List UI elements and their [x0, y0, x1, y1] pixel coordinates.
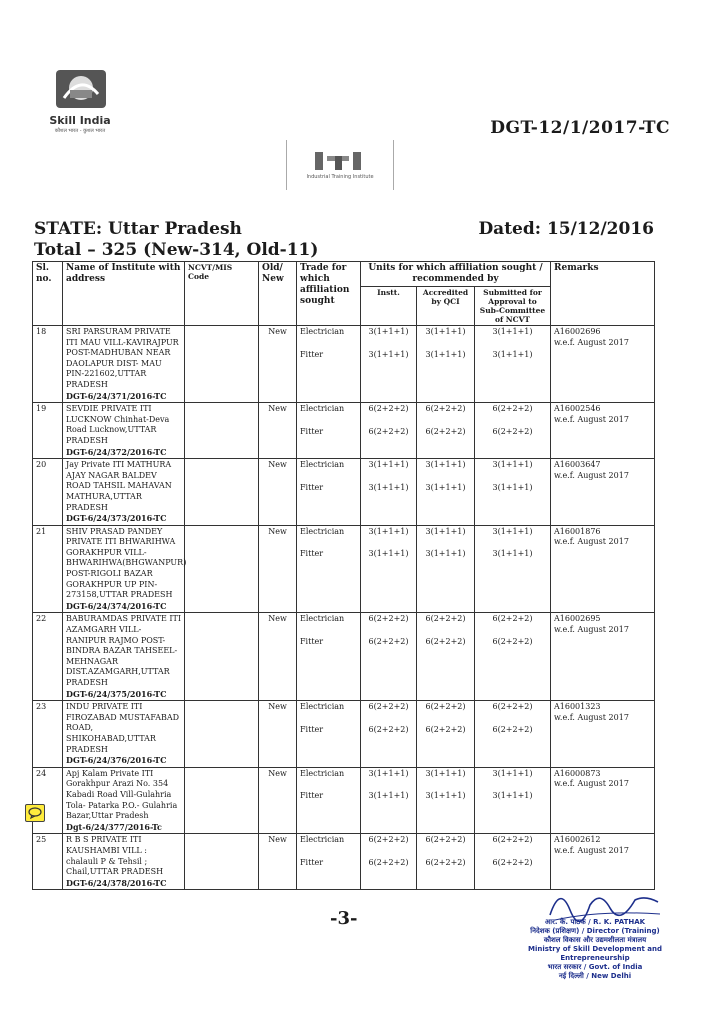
row-sl: 23: [33, 701, 63, 768]
row-submitted: [475, 613, 551, 701]
row-trade: [297, 834, 361, 890]
instt-2: 3(1+1+1): [368, 482, 409, 492]
institute-name: SEVDIE PRIVATE ITI LUCKNOW Chinhat-Deva Road Lucknow,UTTAR PRADESH: [66, 404, 170, 445]
trade-2: Fitter: [300, 426, 324, 436]
instt-1: 6(2+2+2): [368, 702, 409, 712]
row-submitted: [475, 767, 551, 834]
row-sl: 18: [33, 326, 63, 403]
instt-1: 6(2+2+2): [368, 614, 409, 624]
header-oldnew: Old/ New: [259, 262, 297, 326]
qci-1: 3(1+1+1): [425, 526, 466, 536]
trade-2: Fitter: [300, 637, 324, 647]
institute-name: Apj Kalam Private ITI Gorakhpur Arazi No. 354 Kabadi Road Vill-Gulahria Tola- Patarka P.O.- Gulahria Bazar,Uttar Pradesh: [66, 768, 178, 821]
row-submitted: [475, 403, 551, 459]
trade-2: Fitter: [300, 724, 324, 734]
qci-1: 6(2+2+2): [425, 702, 466, 712]
row-qci: [417, 326, 475, 403]
sub-2: 6(2+2+2): [492, 857, 533, 867]
remark-text: w.e.f. August 2017: [554, 845, 629, 855]
sub-1: 3(1+1+1): [492, 327, 533, 336]
sub-1: 3(1+1+1): [492, 526, 533, 536]
qci-1: 3(1+1+1): [425, 768, 466, 778]
qci-1: 6(2+2+2): [425, 614, 466, 624]
table-row: [33, 326, 655, 403]
remark-code: A16002546: [554, 404, 601, 414]
header-code: NCVT/MIS Code: [185, 262, 259, 326]
row-trade: [297, 459, 361, 526]
instt-1: 3(1+1+1): [368, 526, 409, 536]
remark-text: w.e.f. August 2017: [554, 625, 629, 635]
sub-1: 6(2+2+2): [492, 404, 533, 414]
row-status: New: [259, 525, 297, 613]
qci-2: 3(1+1+1): [425, 791, 466, 801]
header-instt: Instt.: [361, 287, 417, 326]
institute-name: SHIV PRASAD PANDEY PRIVATE ITI BHWARIHWA GORAKHPUR VILL-BHWARIHWA(BHGWANPUR) POST-RIGOLI BAZAR GORAKHPUR UP PIN-273158,UTTAR PRADESH: [66, 526, 187, 600]
qci-1: 3(1+1+1): [425, 327, 466, 336]
dgt-number: DGT-6/24/374/2016-TC: [66, 600, 167, 611]
institute-name: R B S PRIVATE ITI KAUSHAMBI VILL : chalauli P & Tehsil ; Chail,UTTAR PRADESH: [66, 835, 164, 877]
row-status: New: [259, 701, 297, 768]
trade-2: Fitter: [300, 857, 324, 867]
instt-1: 3(1+1+1): [368, 768, 409, 778]
row-ncvt-code: [185, 834, 259, 890]
dgt-number: DGT-6/24/373/2016-TC: [66, 513, 167, 524]
qci-2: 3(1+1+1): [425, 349, 466, 359]
row-ncvt-code: [185, 403, 259, 459]
row-remarks: [551, 767, 655, 834]
row-ncvt-code: [185, 459, 259, 526]
header-units: Units for which affiliation sought / recommended by: [361, 262, 551, 287]
row-ncvt-code: [185, 613, 259, 701]
remark-code: A16002612: [554, 835, 601, 845]
row-remarks: [551, 459, 655, 526]
dgt-number: DGT-6/24/372/2016-TC: [66, 446, 167, 457]
logo-text: Skill India: [49, 114, 111, 127]
row-instt: [361, 326, 417, 403]
dgt-number: DGT-6/24/375/2016-TC: [66, 688, 167, 699]
sub-1: 6(2+2+2): [492, 614, 533, 624]
row-remarks: [551, 613, 655, 701]
row-qci: [417, 403, 475, 459]
qci-1: 6(2+2+2): [425, 404, 466, 414]
iti-logo-box: [286, 140, 394, 190]
row-status: New: [259, 326, 297, 403]
comment-note-icon[interactable]: [25, 804, 45, 822]
instt-2: 6(2+2+2): [368, 724, 409, 734]
instt-1: 3(1+1+1): [368, 460, 409, 470]
sub-1: 3(1+1+1): [492, 460, 533, 470]
total-summary: Total – 325 (New-314, Old-11): [34, 240, 319, 260]
remark-code: A16000873: [554, 768, 601, 778]
row-status: New: [259, 767, 297, 834]
qci-1: 3(1+1+1): [425, 460, 466, 470]
trade-1: Electrician: [300, 327, 345, 336]
instt-1: 6(2+2+2): [368, 835, 409, 845]
trade-2: Fitter: [300, 349, 324, 359]
trade-1: Electrician: [300, 702, 345, 712]
dgt-number: DGT-6/24/371/2016-TC: [66, 390, 167, 401]
row-trade: [297, 403, 361, 459]
row-status: New: [259, 613, 297, 701]
table-row: [33, 701, 655, 768]
sub-2: 3(1+1+1): [492, 791, 533, 801]
row-submitted: [475, 525, 551, 613]
trade-1: Electrician: [300, 768, 345, 778]
row-institute: [63, 459, 185, 526]
sub-2: 6(2+2+2): [492, 724, 533, 734]
header-trade: Trade for which affiliation sought: [297, 262, 361, 326]
row-instt: [361, 403, 417, 459]
row-institute: [63, 613, 185, 701]
trade-2: Fitter: [300, 791, 324, 801]
row-qci: [417, 767, 475, 834]
table-row: [33, 525, 655, 613]
official-stamp: [515, 918, 675, 981]
row-qci: [417, 701, 475, 768]
row-sl: 21: [33, 525, 63, 613]
dgt-number: DGT-6/24/376/2016-TC: [66, 755, 167, 766]
instt-2: 3(1+1+1): [368, 791, 409, 801]
sub-2: 6(2+2+2): [492, 637, 533, 647]
row-instt: [361, 701, 417, 768]
sub-2: 6(2+2+2): [492, 426, 533, 436]
row-trade: [297, 525, 361, 613]
row-trade: [297, 701, 361, 768]
row-sl: 20: [33, 459, 63, 526]
institute-name: Jay Private ITI MATHURA AJAY NAGAR BALDEV ROAD TAHSIL MAHAVAN MATHURA,UTTAR PRADESH: [66, 460, 172, 512]
row-ncvt-code: [185, 525, 259, 613]
instt-2: 6(2+2+2): [368, 857, 409, 867]
row-sl: 22: [33, 613, 63, 701]
header-sub: Submitted for Approval to Sub-Committee of NCVT: [475, 287, 551, 326]
sub-1: 6(2+2+2): [492, 702, 533, 712]
trade-2: Fitter: [300, 549, 324, 559]
qci-1: 6(2+2+2): [425, 835, 466, 845]
sub-2: 3(1+1+1): [492, 349, 533, 359]
remark-code: A16002696: [554, 327, 601, 336]
row-instt: [361, 459, 417, 526]
row-submitted: [475, 459, 551, 526]
remark-code: A16003647: [554, 460, 601, 470]
instt-1: 3(1+1+1): [368, 327, 409, 336]
row-institute: [63, 525, 185, 613]
row-trade: [297, 326, 361, 403]
remark-text: w.e.f. August 2017: [554, 470, 629, 480]
row-ncvt-code: [185, 767, 259, 834]
row-instt: [361, 834, 417, 890]
stamp-line: कौशल विकास और उद्यमशीलता मंत्रालय: [543, 936, 647, 944]
remark-text: w.e.f. August 2017: [554, 712, 629, 722]
table-row: [33, 767, 655, 834]
row-sl: 19: [33, 403, 63, 459]
qci-2: 6(2+2+2): [425, 724, 466, 734]
trade-1: Electrician: [300, 614, 345, 624]
dated-label: Dated: 15/12/2016: [478, 219, 654, 239]
trade-1: Electrician: [300, 526, 345, 536]
row-ncvt-code: [185, 701, 259, 768]
remark-code: A16001323: [554, 702, 601, 712]
qci-2: 3(1+1+1): [425, 482, 466, 492]
row-institute: [63, 701, 185, 768]
row-qci: [417, 613, 475, 701]
row-qci: [417, 834, 475, 890]
remark-text: w.e.f. August 2017: [554, 414, 629, 424]
qci-2: 3(1+1+1): [425, 549, 466, 559]
trade-1: Electrician: [300, 404, 345, 414]
trade-1: Electrician: [300, 460, 345, 470]
remark-text: w.e.f. August 2017: [554, 337, 629, 347]
iti-logo-icon: [313, 148, 367, 172]
institutes-table: [32, 261, 655, 890]
row-status: New: [259, 403, 297, 459]
page-number: -3-: [330, 908, 358, 929]
row-qci: [417, 525, 475, 613]
row-remarks: [551, 403, 655, 459]
qci-2: 6(2+2+2): [425, 426, 466, 436]
header-sl: Sl. no.: [33, 262, 63, 326]
stamp-line: Ministry of Skill Development and Entrepreneurship: [528, 945, 662, 962]
qci-2: 6(2+2+2): [425, 857, 466, 867]
remark-code: A16001876: [554, 526, 601, 536]
row-sl: 25: [33, 834, 63, 890]
row-status: New: [259, 459, 297, 526]
row-submitted: [475, 701, 551, 768]
row-institute: [63, 834, 185, 890]
row-trade: [297, 613, 361, 701]
institute-name: BABURAMDAS PRIVATE ITI AZAMGARH VILL-RANIPUR RAJMO POST-BINDRA BAZAR TAHSEEL-MEHNAGAR DIST.AZAMGARH,UTTAR PRADESH: [66, 614, 181, 687]
state-title: STATE: Uttar Pradesh: [34, 219, 242, 239]
stamp-line: भारत सरकार / Govt. of India: [547, 963, 643, 971]
stamp-line: आर. के. पाठक / R. K. PATHAK: [544, 918, 646, 926]
instt-2: 3(1+1+1): [368, 349, 409, 359]
table-row: [33, 613, 655, 701]
sub-1: 3(1+1+1): [492, 768, 533, 778]
remark-text: w.e.f. August 2017: [554, 537, 629, 547]
sub-1: 6(2+2+2): [492, 835, 533, 845]
row-instt: [361, 525, 417, 613]
sub-2: 3(1+1+1): [492, 549, 533, 559]
header-remarks: Remarks: [551, 262, 655, 326]
row-status: New: [259, 834, 297, 890]
qci-2: 6(2+2+2): [425, 637, 466, 647]
row-remarks: [551, 525, 655, 613]
row-instt: [361, 767, 417, 834]
row-sl: 24: [33, 767, 63, 834]
table-row: [33, 403, 655, 459]
institute-name: SRI PARSURAM PRIVATE ITI MAU VILL-KAVIRAJPUR POST-MADHUBAN NEAR DAOLAPUR DIST- MAU PIN-221602,UTTAR PRADESH: [66, 327, 179, 389]
table-row: [33, 459, 655, 526]
institute-name: INDU PRIVATE ITI FIROZABAD MUSTAFABAD ROAD, SHIKOHABAD,UTTAR PRADESH: [66, 702, 180, 754]
row-ncvt-code: [185, 326, 259, 403]
row-remarks: [551, 701, 655, 768]
stamp-line: नई दिल्ली / New Delhi: [558, 972, 632, 980]
row-qci: [417, 459, 475, 526]
remark-code: A16002695: [554, 614, 601, 624]
trade-2: Fitter: [300, 482, 324, 492]
row-institute: [63, 403, 185, 459]
document-reference: DGT-12/1/2017-TC: [490, 118, 670, 138]
instt-2: 6(2+2+2): [368, 637, 409, 647]
row-instt: [361, 613, 417, 701]
instt-2: 6(2+2+2): [368, 426, 409, 436]
sub-2: 3(1+1+1): [492, 482, 533, 492]
header-qci: Accredited by QCI: [417, 287, 475, 326]
remark-text: w.e.f. August 2017: [554, 779, 629, 789]
row-remarks: [551, 326, 655, 403]
stamp-line: निदेशक (प्रशिक्षण) / Director (Training): [530, 927, 660, 935]
instt-2: 3(1+1+1): [368, 549, 409, 559]
logo-subtext: कौशल भारत - कुशल भारत: [54, 128, 106, 134]
row-institute: [63, 326, 185, 403]
trade-1: Electrician: [300, 835, 345, 845]
iti-caption: Industrial Training Institute: [306, 174, 374, 180]
row-submitted: [475, 326, 551, 403]
header-name: Name of Institute with address: [63, 262, 185, 326]
dgt-number: DGT-6/24/378/2016-TC: [66, 877, 167, 888]
row-institute: [63, 767, 185, 834]
row-trade: [297, 767, 361, 834]
instt-1: 6(2+2+2): [368, 404, 409, 414]
skill-india-logo-icon: [50, 68, 112, 114]
dgt-number: Dgt-6/24/377/2016-Tc: [66, 821, 162, 832]
